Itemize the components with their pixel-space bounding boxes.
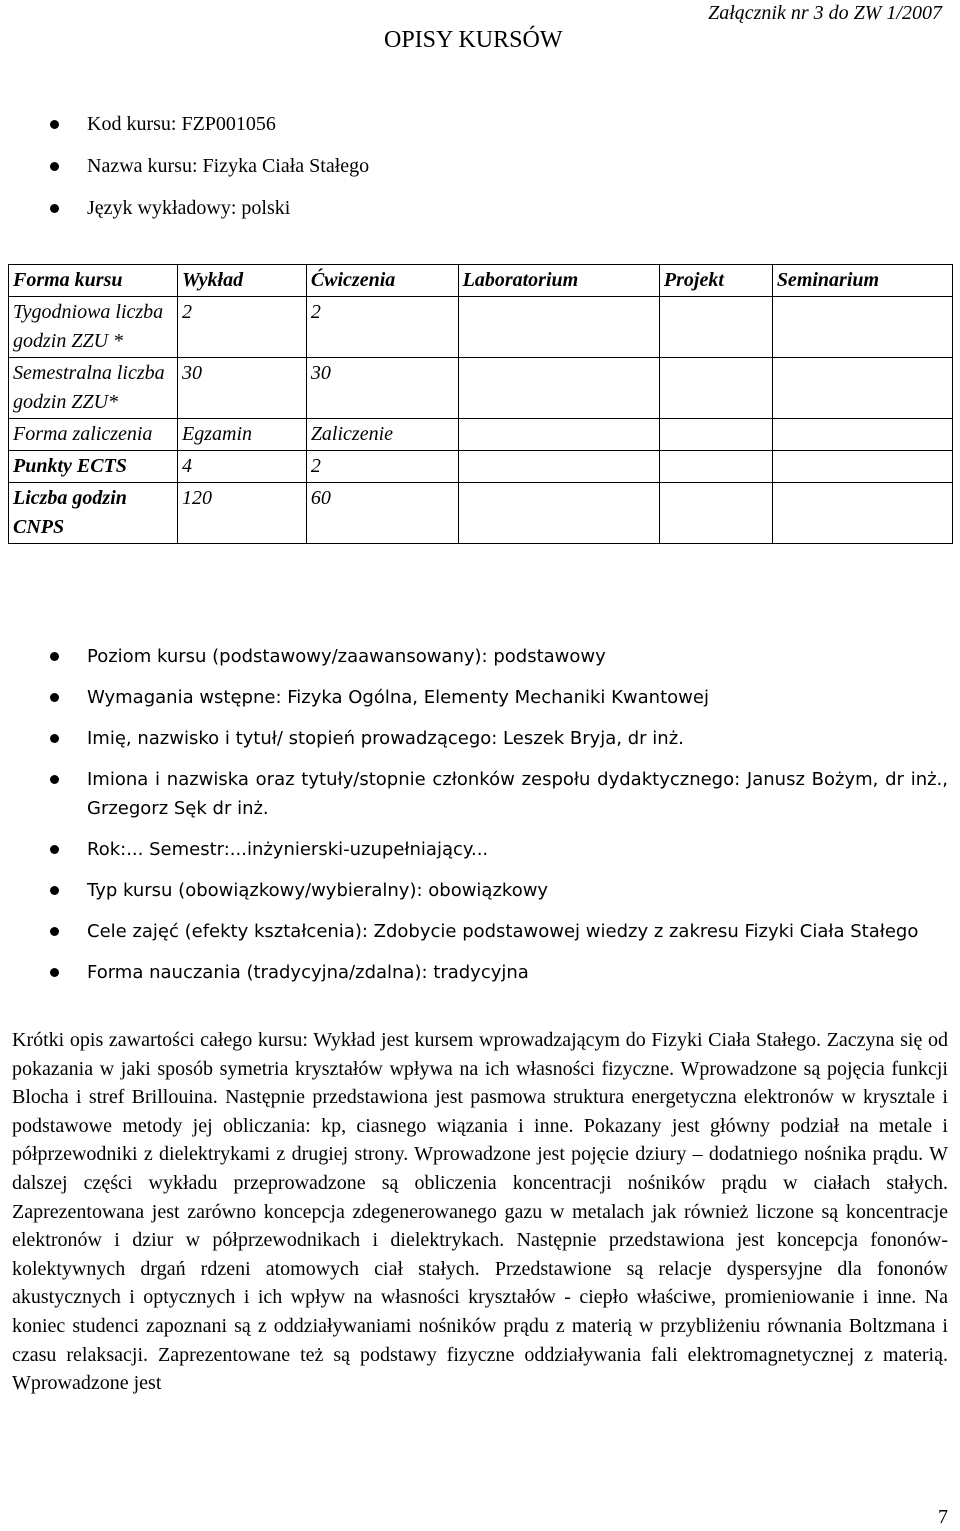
cell-wyklad: 4 xyxy=(178,451,307,483)
bullet-icon xyxy=(50,120,59,129)
bullet-icon xyxy=(50,734,59,743)
list-item-course-level xyxy=(0,642,960,671)
header-projekt: Projekt xyxy=(659,265,772,297)
bullet-icon xyxy=(50,204,59,213)
cell-cwiczenia: 2 xyxy=(306,451,458,483)
table-row xyxy=(9,297,953,358)
list-item-language xyxy=(0,194,960,223)
header-laboratorium: Laboratorium xyxy=(458,265,659,297)
cell-seminarium xyxy=(772,297,952,358)
cell-laboratorium xyxy=(458,451,659,483)
header-seminarium: Seminarium xyxy=(772,265,952,297)
list-item-course-name xyxy=(0,152,960,181)
list-item-course-type xyxy=(0,876,960,905)
course-name-text: Nazwa kursu: Fizyka Ciała Stałego xyxy=(87,155,370,177)
cell-seminarium xyxy=(772,358,952,419)
table-header-row xyxy=(9,265,953,297)
cell-laboratorium xyxy=(458,358,659,419)
bullet-icon xyxy=(50,693,59,702)
table-row xyxy=(9,358,953,419)
cell-wyklad: 30 xyxy=(178,358,307,419)
cell-projekt xyxy=(659,297,772,358)
course-basic-info-list xyxy=(0,110,960,236)
cell-cwiczenia: 60 xyxy=(306,483,458,544)
cell-cwiczenia: Zaliczenie xyxy=(306,419,458,451)
course-code-text: Kod kursu: FZP001056 xyxy=(87,113,276,135)
cell-wyklad: 120 xyxy=(178,483,307,544)
list-item-teaching-form xyxy=(0,958,960,987)
course-type-text: Typ kursu (obowiązkowy/wybieralny): obowiązkowy xyxy=(87,880,549,901)
cell-cwiczenia: 30 xyxy=(306,358,458,419)
bullet-icon xyxy=(50,845,59,854)
cell-seminarium xyxy=(772,419,952,451)
table-row xyxy=(9,483,953,544)
list-item-year-semester xyxy=(0,835,960,864)
cell-projekt xyxy=(659,451,772,483)
bullet-icon xyxy=(50,652,59,661)
row-label: Semestralna liczba godzin ZZU* xyxy=(9,358,178,419)
list-item-prerequisites xyxy=(0,683,960,712)
row-label: Punkty ECTS xyxy=(9,451,178,483)
list-item-course-code xyxy=(0,110,960,139)
list-item-team-members xyxy=(0,765,960,823)
cell-projekt xyxy=(659,358,772,419)
cell-laboratorium xyxy=(458,483,659,544)
bullet-icon xyxy=(50,886,59,895)
list-item-course-goals xyxy=(0,917,960,946)
cell-cwiczenia: 2 xyxy=(306,297,458,358)
cell-laboratorium xyxy=(458,419,659,451)
cell-seminarium xyxy=(772,451,952,483)
cell-wyklad: Egzamin xyxy=(178,419,307,451)
row-label: Forma zaliczenia xyxy=(9,419,178,451)
cell-wyklad: 2 xyxy=(178,297,307,358)
bullet-icon xyxy=(50,162,59,171)
table-row xyxy=(9,419,953,451)
bullet-icon xyxy=(50,968,59,977)
bullet-icon xyxy=(50,927,59,936)
cell-laboratorium xyxy=(458,297,659,358)
language-text: Język wykładowy: polski xyxy=(87,197,291,219)
team-members-text: Imiona i nazwiska oraz tytuły/stopnie członków zespołu dydaktycznego: Janusz Bożym, dr inż., Grzegorz Sęk dr inż. xyxy=(87,769,948,819)
course-hours-table xyxy=(8,264,953,544)
header-cwiczenia: Ćwiczenia xyxy=(306,265,458,297)
annex-note: Załącznik nr 3 do ZW 1/2007 xyxy=(708,2,942,24)
cell-projekt xyxy=(659,419,772,451)
row-label: Tygodniowa liczba godzin ZZU * xyxy=(9,297,178,358)
course-summary-paragraph: Krótki opis zawartości całego kursu: Wykład jest kursem wprowadzającym do Fizyki Ciała Stałego. Zaczyna się od pokazania w jaki sposób symetria kryształów wpływa na ich własności fizyczne. Wprowadzone są pojęcia funkcji Blocha i stref Brillouina. Następnie przedstawiona jest pasmowa struktura energetyczna elektronów w krysztale i podstawowe metody jej obliczania: kp, ciasnego wiązania i inne. Pokazany jest główny podział na metale i półprzewodniki z dielektrykami z drugiej strony. Wprowadzone jest pojęcie dziury – dodatniego nośnika prądu. W dalszej części wykładu przeprowadzone są obliczenia koncentracji nośników prądu w ciałach stałych. Zaprezentowana jest zarówno koncepcja zdegenerowanego gazu w metalach jak również liczone są koncentracje elektronów i dziur w półprzewodnikach i dielektrykach. Następnie przedstawiona jest koncepcja fononów-kolektywnych drgań rdzeni atomowych ciał stałych. Przedstawione są relacje dyspersyjne dla fononów akustycznych i optycznych i ich wpływ na własności kryształów - ciepło właściwe, promieniowanie i inne. Na koniec studenci zapoznani są z oddziaływaniami nośników prądu z materią w przybliżeniu równania Boltzmana i czasu relaksacji. Zaprezentowane też są podstawy fizyczne oddziaływania fali elektromagnetycznej z materią. Wprowadzone jest xyxy=(12,1029,948,1395)
row-label: Liczba godzin CNPS xyxy=(9,483,178,544)
header-wyklad: Wykład xyxy=(178,265,307,297)
page-number: 7 xyxy=(938,1506,948,1528)
cell-projekt xyxy=(659,483,772,544)
prerequisites-text: Wymagania wstępne: Fizyka Ogólna, Elementy Mechaniki Kwantowej xyxy=(87,687,709,708)
table-row xyxy=(9,451,953,483)
course-level-text: Poziom kursu (podstawowy/zaawansowany): podstawowy xyxy=(87,646,606,667)
header-forma-kursu: Forma kursu xyxy=(9,265,178,297)
cell-seminarium xyxy=(772,483,952,544)
year-semester-text: Rok:... Semestr:...inżynierski-uzupełniający... xyxy=(87,839,489,860)
teaching-form-text: Forma nauczania (tradycyjna/zdalna): tradycyjna xyxy=(87,962,529,983)
lecturer-text: Imię, nazwisko i tytuł/ stopień prowadzącego: Leszek Bryja, dr inż. xyxy=(87,728,684,749)
document-title: OPISY KURSÓW xyxy=(384,27,563,53)
course-goals-text: Cele zajęć (efekty kształcenia): Zdobycie podstawowej wiedzy z zakresu Fizyki Ciała Stałego xyxy=(87,921,919,942)
list-item-lecturer xyxy=(0,724,960,753)
bullet-icon xyxy=(50,775,59,784)
course-details-list xyxy=(0,642,960,999)
